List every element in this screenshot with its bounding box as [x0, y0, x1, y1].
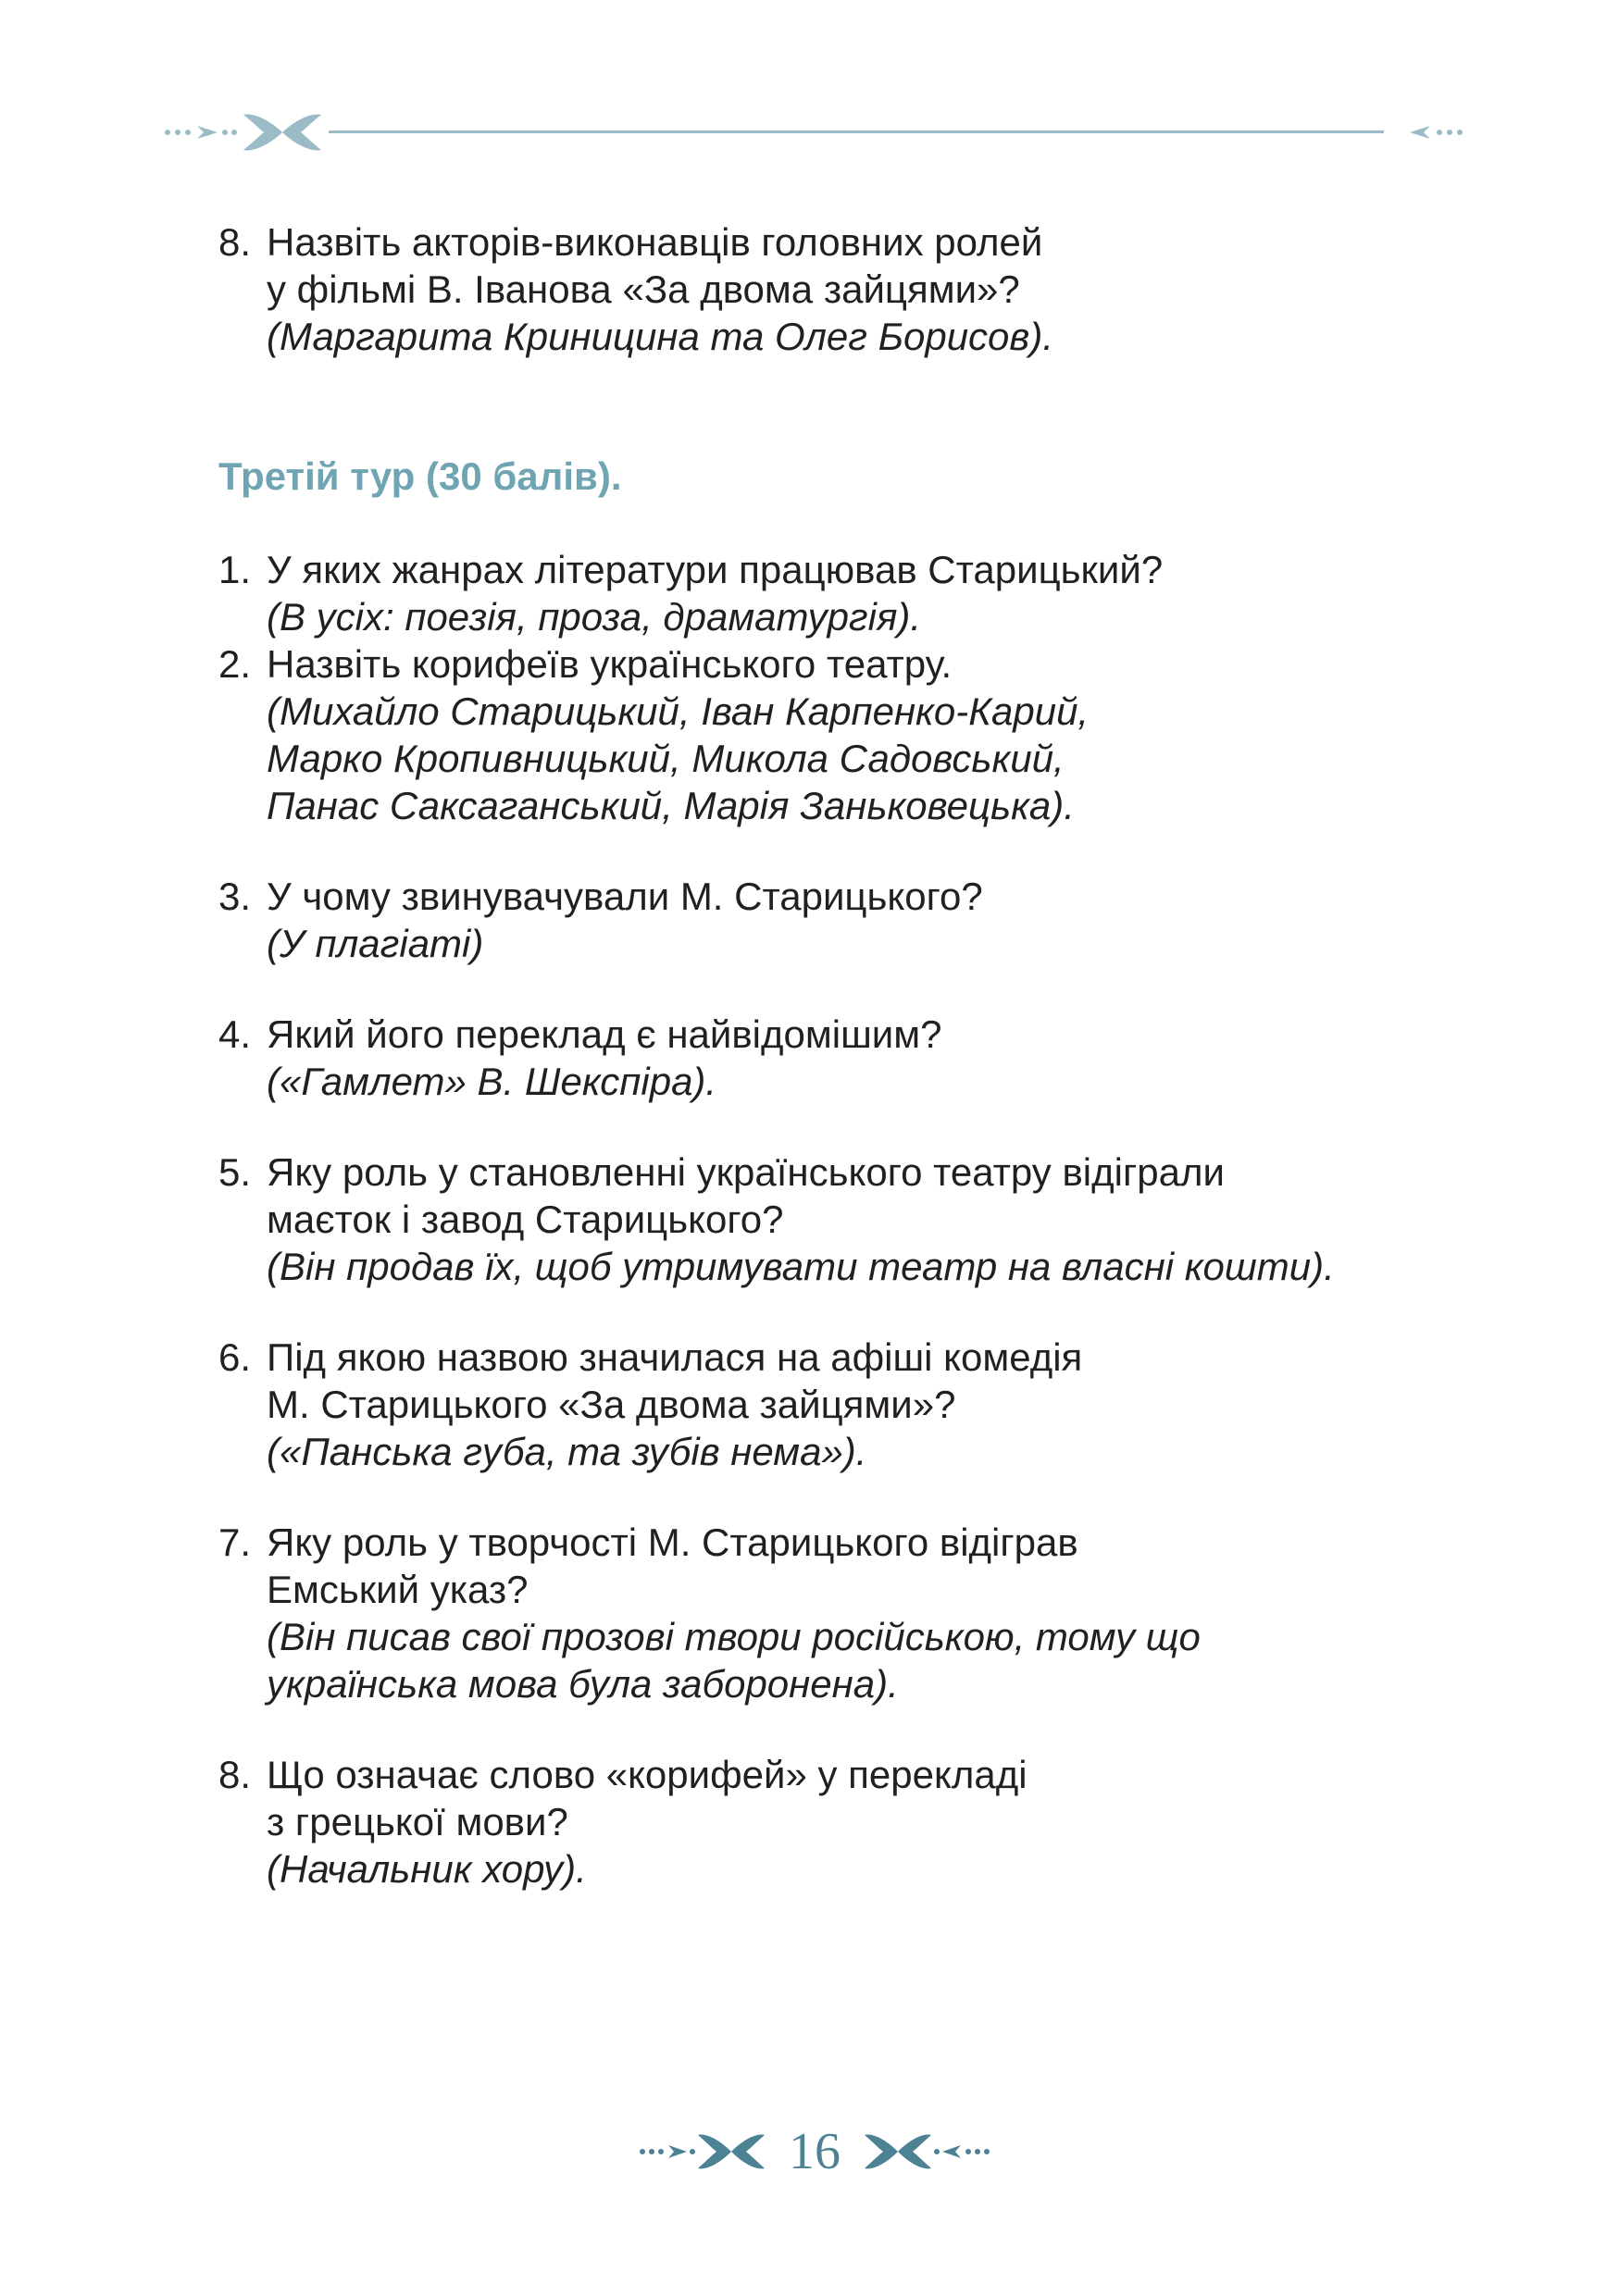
section-title: Третій тур (30 балів).: [218, 454, 622, 498]
answer-text: (У плагіаті): [267, 922, 484, 965]
question-number: 1.: [218, 548, 252, 591]
question-item: [218, 1148, 1422, 1290]
question-number: 6.: [218, 1335, 252, 1379]
question-item: [218, 873, 1422, 967]
answer-text: Панас Саксаганський, Марія Заньковецька).: [267, 784, 1075, 827]
question-text: Який його переклад є найвідомішим?: [267, 1012, 942, 1056]
question-text: Назвіть корифеїв українського театру.: [267, 642, 953, 686]
question-item: [218, 218, 1422, 360]
answer-text: (Він писав свої прозові твори російською, тому що: [267, 1615, 1201, 1658]
question-item: [218, 1334, 1422, 1475]
question-text: Яку роль у становленні українського театру відіграли: [267, 1150, 1225, 1194]
page-content: [218, 218, 1422, 1893]
question-number: 8.: [218, 220, 252, 264]
answer-text: («Гамлет» В. Шекспіра).: [267, 1060, 717, 1103]
question-text: Що означає слово «корифей» у перекладі: [267, 1753, 1027, 1796]
question-item: [218, 1519, 1422, 1707]
answer-text: («Панська губа, та зубів нема»).: [267, 1430, 867, 1473]
question-number: 2.: [218, 642, 252, 686]
page-footer: [639, 2119, 990, 2184]
header-ornament: [162, 109, 1467, 155]
question-text: У яких жанрах літератури працював Старицький?: [267, 548, 1164, 591]
question-item: [218, 546, 1422, 640]
answer-text: Марко Кропивницький, Микола Садовський,: [267, 737, 1065, 780]
question-text: Під якою назвою значилася на афіші комедія: [267, 1335, 1083, 1379]
question-text: у фільмі В. Іванова «За двома зайцями»?: [267, 267, 1020, 311]
question-text: маєток і завод Старицького?: [267, 1198, 784, 1241]
page-number: 16: [789, 2123, 841, 2180]
question-number: 8.: [218, 1753, 252, 1796]
question-text: У чому звинувачували М. Старицького?: [267, 875, 983, 918]
question-number: 3.: [218, 875, 252, 918]
answer-text: українська мова була заборонена).: [267, 1662, 899, 1706]
question-text: Яку роль у творчості М. Старицького відіграв: [267, 1520, 1078, 1564]
question-item: [218, 1011, 1422, 1105]
question-number: 7.: [218, 1520, 252, 1564]
answer-text: (Маргарита Криницина та Олег Борисов).: [267, 315, 1053, 358]
question-text: з грецької мови?: [267, 1800, 568, 1843]
question-item: [218, 1751, 1422, 1893]
question-text: М. Старицького «За двома зайцями»?: [267, 1383, 956, 1426]
question-number: 4.: [218, 1012, 252, 1056]
question-text: Емський указ?: [267, 1568, 529, 1611]
question-text: Назвіть акторів-виконавців головних ролей: [267, 220, 1043, 264]
answer-text: (Михайло Старицький, Іван Карпенко-Карий,: [267, 689, 1090, 733]
question-item: [218, 640, 1422, 829]
answer-text: (Він продав їх, щоб утримувати театр на власні кошти).: [267, 1245, 1335, 1288]
answer-text: (В усіх: поезія, проза, драматургія).: [267, 595, 922, 639]
answer-text: (Начальник хору).: [267, 1847, 587, 1891]
question-number: 5.: [218, 1150, 252, 1194]
